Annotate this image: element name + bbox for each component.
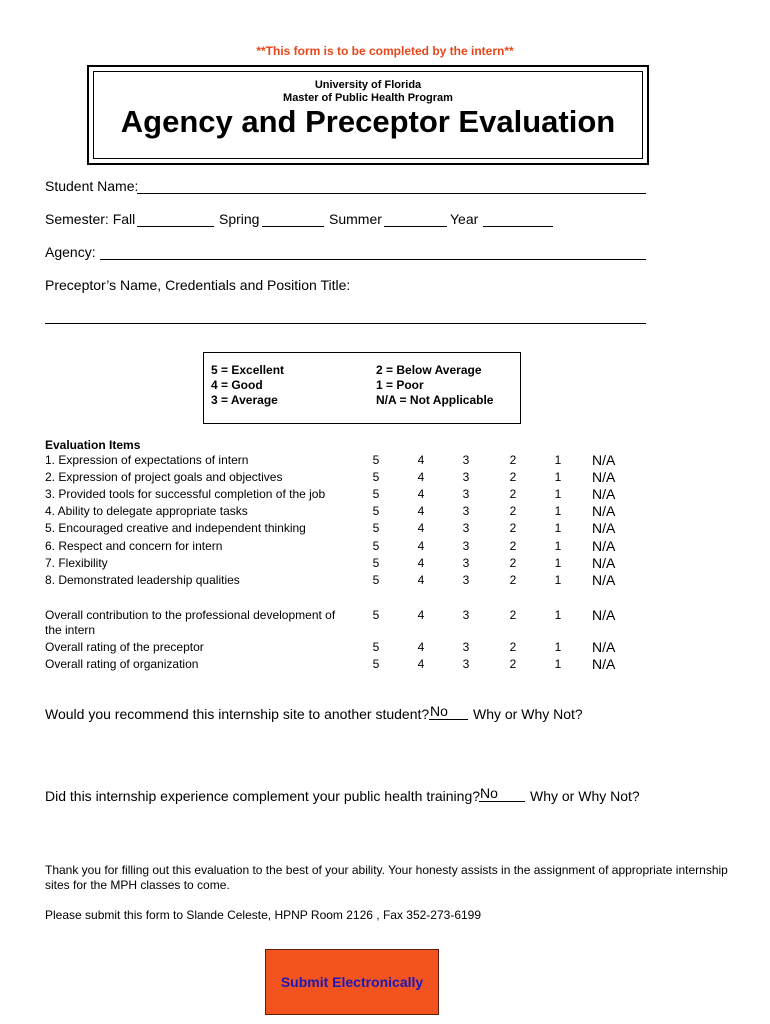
evaluation-item-8-score-5[interactable]: 5 bbox=[372, 573, 380, 587]
evaluation-item-5-score-2[interactable]: 2 bbox=[509, 521, 517, 535]
evaluation-item-7-score-3[interactable]: 3 bbox=[462, 556, 470, 570]
evaluation-item-2-score-3[interactable]: 3 bbox=[462, 470, 470, 484]
evaluation-item-5-score-1[interactable]: 1 bbox=[554, 521, 562, 535]
preceptor-field[interactable] bbox=[45, 323, 646, 324]
overall-organization-score-3[interactable]: 3 bbox=[462, 657, 470, 671]
evaluation-item-7-label: 7. Flexibility bbox=[45, 556, 108, 570]
summer-field[interactable] bbox=[384, 226, 447, 227]
evaluation-item-2-score-na[interactable]: N/A bbox=[592, 469, 616, 485]
evaluation-item-4-score-3[interactable]: 3 bbox=[462, 504, 470, 518]
student-name-label: Student Name: bbox=[45, 178, 139, 194]
overall-contribution-score-1[interactable]: 1 bbox=[554, 608, 562, 622]
overall-preceptor-score-2[interactable]: 2 bbox=[509, 640, 517, 654]
evaluation-item-4-score-2[interactable]: 2 bbox=[509, 504, 517, 518]
evaluation-item-1-score-1[interactable]: 1 bbox=[554, 453, 562, 467]
evaluation-item-6-score-na[interactable]: N/A bbox=[592, 538, 616, 554]
recommend-followup: Why or Why Not? bbox=[473, 706, 583, 722]
spring-label: Spring bbox=[219, 211, 260, 227]
evaluation-item-6-score-2[interactable]: 2 bbox=[509, 539, 517, 553]
evaluation-item-3-score-2[interactable]: 2 bbox=[509, 487, 517, 501]
program-name: Master of Public Health Program bbox=[283, 92, 453, 104]
recommend-question: Would you recommend this internship site to another student? bbox=[45, 706, 430, 722]
evaluation-item-2-score-2[interactable]: 2 bbox=[509, 470, 517, 484]
evaluation-item-8-score-4[interactable]: 4 bbox=[417, 573, 425, 587]
evaluation-item-1-score-3[interactable]: 3 bbox=[462, 453, 470, 467]
evaluation-item-7-score-na[interactable]: N/A bbox=[592, 555, 616, 571]
agency-label: Agency: bbox=[45, 244, 96, 260]
semester-fall-label: Semester: Fall bbox=[45, 211, 136, 227]
evaluation-item-5-score-3[interactable]: 3 bbox=[462, 521, 470, 535]
evaluation-item-8-score-1[interactable]: 1 bbox=[554, 573, 562, 587]
evaluation-item-1-score-na[interactable]: N/A bbox=[592, 452, 616, 468]
recommend-answer[interactable]: No bbox=[430, 703, 448, 719]
evaluation-item-3-score-4[interactable]: 4 bbox=[417, 487, 425, 501]
evaluation-item-4-label: 4. Ability to delegate appropriate tasks bbox=[45, 504, 248, 518]
overall-preceptor-score-4[interactable]: 4 bbox=[417, 640, 425, 654]
legend-not-applicable: N/A = Not Applicable bbox=[376, 393, 494, 407]
year-label: Year bbox=[450, 211, 479, 227]
preceptor-label: Preceptor’s Name, Credentials and Position Title: bbox=[45, 277, 351, 293]
overall-contribution-score-3[interactable]: 3 bbox=[462, 608, 470, 622]
evaluation-item-2-score-5[interactable]: 5 bbox=[372, 470, 380, 484]
complement-answer-line bbox=[479, 801, 525, 802]
overall-contribution-score-na[interactable]: N/A bbox=[592, 607, 616, 623]
overall-preceptor-score-na[interactable]: N/A bbox=[592, 639, 616, 655]
evaluation-item-5-label: 5. Encouraged creative and independent thinking bbox=[45, 521, 306, 535]
overall-preceptor-score-1[interactable]: 1 bbox=[554, 640, 562, 654]
overall-organization-score-1[interactable]: 1 bbox=[554, 657, 562, 671]
evaluation-item-3-score-1[interactable]: 1 bbox=[554, 487, 562, 501]
evaluation-item-1-score-5[interactable]: 5 bbox=[372, 453, 380, 467]
complement-answer[interactable]: No bbox=[480, 785, 498, 801]
evaluation-item-3-score-5[interactable]: 5 bbox=[372, 487, 380, 501]
evaluation-item-6-score-4[interactable]: 4 bbox=[417, 539, 425, 553]
evaluation-item-2-label: 2. Expression of project goals and objectives bbox=[45, 470, 283, 484]
evaluation-item-7-score-1[interactable]: 1 bbox=[554, 556, 562, 570]
evaluation-item-3-score-na[interactable]: N/A bbox=[592, 486, 616, 502]
evaluation-item-8-score-3[interactable]: 3 bbox=[462, 573, 470, 587]
summer-label: Summer bbox=[329, 211, 382, 227]
evaluation-item-8-label: 8. Demonstrated leadership qualities bbox=[45, 573, 240, 587]
complement-followup: Why or Why Not? bbox=[530, 788, 640, 804]
university-name: University of Florida bbox=[314, 79, 422, 91]
complement-question: Did this internship experience complement your public health training? bbox=[45, 788, 481, 804]
evaluation-heading: Evaluation Items bbox=[45, 438, 141, 452]
legend-below-average: 2 = Below Average bbox=[376, 363, 482, 377]
overall-organization-score-na[interactable]: N/A bbox=[592, 656, 616, 672]
page-title: Agency and Preceptor Evaluation bbox=[120, 104, 616, 139]
evaluation-item-5-score-4[interactable]: 4 bbox=[417, 521, 425, 535]
spring-field[interactable] bbox=[262, 226, 324, 227]
evaluation-item-6-score-3[interactable]: 3 bbox=[462, 539, 470, 553]
evaluation-item-2-score-1[interactable]: 1 bbox=[554, 470, 562, 484]
evaluation-item-4-score-5[interactable]: 5 bbox=[372, 504, 380, 518]
evaluation-item-1-score-4[interactable]: 4 bbox=[417, 453, 425, 467]
evaluation-item-4-score-4[interactable]: 4 bbox=[417, 504, 425, 518]
evaluation-item-6-score-5[interactable]: 5 bbox=[372, 539, 380, 553]
overall-preceptor-score-5[interactable]: 5 bbox=[372, 640, 380, 654]
legend-good: 4 = Good bbox=[211, 378, 263, 392]
overall-organization-score-2[interactable]: 2 bbox=[509, 657, 517, 671]
evaluation-item-2-score-4[interactable]: 4 bbox=[417, 470, 425, 484]
evaluation-item-5-score-5[interactable]: 5 bbox=[372, 521, 380, 535]
overall-organization-score-5[interactable]: 5 bbox=[372, 657, 380, 671]
year-field[interactable] bbox=[483, 226, 553, 227]
evaluation-item-3-label: 3. Provided tools for successful completion of the job bbox=[45, 487, 326, 501]
overall-organization-label: Overall rating of organization bbox=[45, 657, 199, 671]
evaluation-item-7-score-5[interactable]: 5 bbox=[372, 556, 380, 570]
overall-preceptor-label: Overall rating of the preceptor bbox=[45, 640, 204, 654]
student-name-field[interactable] bbox=[137, 193, 646, 194]
recommend-answer-line bbox=[429, 719, 468, 720]
legend-average: 3 = Average bbox=[211, 393, 278, 407]
evaluation-item-1-score-2[interactable]: 2 bbox=[509, 453, 517, 467]
evaluation-item-6-label: 6. Respect and concern for intern bbox=[45, 539, 223, 553]
evaluation-item-8-score-2[interactable]: 2 bbox=[509, 573, 517, 587]
evaluation-item-7-score-2[interactable]: 2 bbox=[509, 556, 517, 570]
fall-field[interactable] bbox=[137, 226, 214, 227]
overall-contribution-label: Overall contribution to the professional development of the intern bbox=[45, 608, 336, 637]
overall-organization-score-4[interactable]: 4 bbox=[417, 657, 425, 671]
agency-field[interactable] bbox=[100, 259, 646, 260]
evaluation-item-1-label: 1. Expression of expectations of intern bbox=[45, 453, 249, 467]
overall-contribution-score-2[interactable]: 2 bbox=[509, 608, 517, 622]
overall-contribution-score-4[interactable]: 4 bbox=[417, 608, 425, 622]
overall-preceptor-score-3[interactable]: 3 bbox=[462, 640, 470, 654]
evaluation-item-7-score-4[interactable]: 4 bbox=[417, 556, 425, 570]
evaluation-item-4-score-na[interactable]: N/A bbox=[592, 503, 616, 519]
overall-contribution-score-5[interactable]: 5 bbox=[372, 608, 380, 622]
thank-you-text: Thank you for filling out this evaluation to the best of your ability. Your honesty assists in the assignment of appropriate internship sites for the MPH classes to come. bbox=[45, 863, 728, 892]
legend-poor: 1 = Poor bbox=[376, 378, 424, 392]
evaluation-item-8-score-na[interactable]: N/A bbox=[592, 572, 616, 588]
submit-instructions: Please submit this form to Slande Celeste, HPNP Room 2126 , Fax 352-273-6199 bbox=[45, 908, 482, 922]
intern-notice: **This form is to be completed by the intern** bbox=[256, 44, 514, 58]
submit-electronically-button[interactable]: Submit Electronically bbox=[265, 949, 439, 1015]
evaluation-item-3-score-3[interactable]: 3 bbox=[462, 487, 470, 501]
evaluation-item-5-score-na[interactable]: N/A bbox=[592, 520, 616, 536]
evaluation-item-4-score-1[interactable]: 1 bbox=[554, 504, 562, 518]
legend-excellent: 5 = Excellent bbox=[211, 363, 285, 377]
evaluation-item-6-score-1[interactable]: 1 bbox=[554, 539, 562, 553]
